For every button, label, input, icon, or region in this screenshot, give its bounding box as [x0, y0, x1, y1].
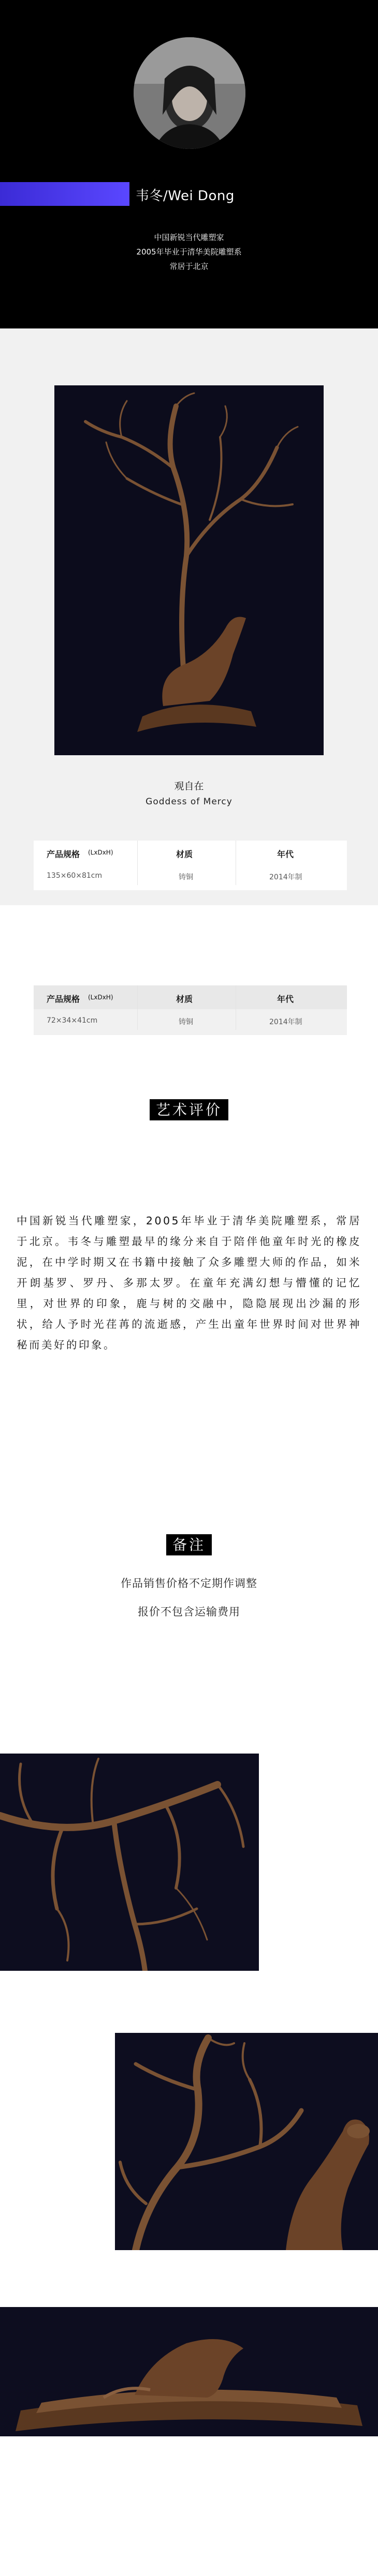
portrait-image	[134, 37, 245, 149]
spec-header-size-unit: (LxDxH)	[88, 849, 113, 856]
detail-photo-base	[0, 2307, 378, 2436]
spec-year-value: 2014年制	[269, 1018, 302, 1026]
note-line-1: 作品销售价格不定期作调整	[121, 1577, 257, 1590]
notes-heading-wrap	[0, 1534, 378, 1554]
review-heading-wrap	[0, 1099, 378, 1119]
spec-size-value: 72×34×41cm	[47, 1016, 98, 1025]
artist-portrait	[134, 37, 245, 149]
artist-header	[0, 0, 378, 328]
spec-material-value: 铸铜	[179, 873, 193, 881]
artwork-image	[54, 385, 324, 755]
detail-photo-branches	[0, 1754, 259, 1971]
spec-table-2	[34, 985, 347, 1035]
name-bar	[0, 182, 378, 206]
artwork-title: 观自在	[174, 781, 204, 792]
review-heading: 艺术评价	[150, 1099, 228, 1120]
artist-bio-line-2: 2005年毕业于清华美院雕塑系	[136, 247, 242, 257]
spec-table-1	[34, 841, 347, 890]
base-illustration	[0, 2307, 378, 2436]
branches-illustration	[0, 1754, 259, 1971]
spec-size-value: 135×60×81cm	[47, 872, 103, 880]
notes-heading: 备注	[166, 1534, 212, 1555]
deer-head-illustration	[115, 2033, 378, 2250]
spec-header-material: 材质	[176, 994, 193, 1004]
spec-material-value: 铸铜	[179, 1018, 193, 1026]
spec-header-year: 年代	[277, 849, 294, 859]
spec-header-material: 材质	[176, 849, 193, 859]
review-text: 中国新锐当代雕塑家，2005年毕业于清华美院雕塑系，常居于北京。韦冬与雕塑最早的缘分来自于陪伴他童年时光的橡皮泥，在中学时期又在书籍中接触了众多雕塑大师的作品，如米开朗基罗、罗丹、多那太罗。在童年充满幻想与懵懂的记忆里，对世界的印象，鹿与树的交融中，隐隐展现出沙漏的形状，给人予时光荏苒的流逝感，产生出童年世界时间对世界神秘而美好的印象。	[17, 1215, 361, 1351]
artist-bio-line-3: 常居于北京	[169, 262, 209, 271]
spec-year-value: 2014年制	[269, 873, 302, 881]
artwork-title-en: Goddess of Mercy	[146, 797, 232, 807]
name-accent-bar	[0, 182, 129, 206]
artist-name: 韦冬/Wei Dong	[136, 188, 235, 204]
detail-photo-deer-head	[115, 2033, 378, 2250]
note-line-2: 报价不包含运输费用	[138, 1606, 240, 1618]
spec-header-size-unit: (LxDxH)	[88, 994, 113, 1001]
artist-bio-line-1: 中国新锐当代雕塑家	[154, 233, 224, 242]
artwork-section	[0, 328, 378, 905]
spec-header-size: 产品规格	[47, 849, 80, 859]
spec-header-size: 产品规格	[47, 994, 80, 1004]
spec-header-year: 年代	[277, 994, 294, 1004]
sculpture-illustration	[54, 385, 324, 755]
